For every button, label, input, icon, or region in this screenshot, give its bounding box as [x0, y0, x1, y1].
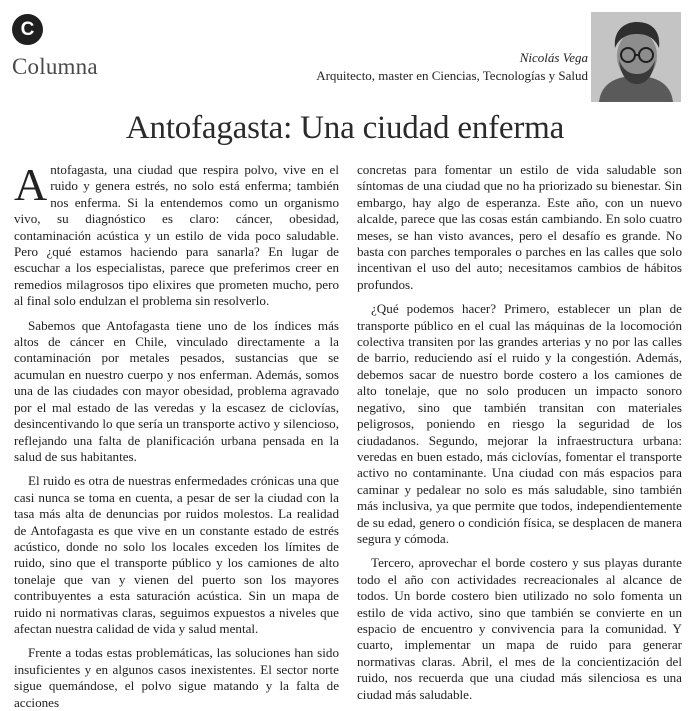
- article-column-left: [14, 159, 339, 710]
- article-column-right: [357, 162, 682, 702]
- author-photo: [591, 12, 681, 102]
- author-name: Nicolás Vega: [519, 50, 588, 65]
- section-label: Columna: [12, 54, 98, 79]
- author-bio: Arquitecto, master en Ciencias, Tecnologías y Salud: [316, 68, 588, 83]
- article-paragraph: ¿Qué podemos hacer? Primero, establecer un plan de transporte público en el cual las máquinas de la locomoción colectiva transiten por las grandes arterias y no por las calles de barrio, reduciendo así el ruido y la congestión. Además, debemos sacar de nuestro borde costero a los camiones de alto tonelaje, que no solo producen un impacto sonoro negativo, sino que también transitan con materiales peligrosos, poniendo en riesgo la seguridad de los ciudadanos. Segundo, mejorar la infraestructura urbana: veredas en buen estado, más ciclovías, fomentar el transporte activo no contaminante. Una ciudad con más espacios para caminar y pedalear no solo es más saludable, sino también más inclusiva, ya que permite que todos, independientemente de su edad, genero o condición física, se desplacen de manera segura y cómoda.: [357, 301, 682, 546]
- article-paragraph: [14, 159, 339, 310]
- article-paragraph: Tercero, aprovechar el borde costero y sus playas durante todo el año con actividades recreacionales al alcance de todos. Un borde costero bien utilizado no solo fomenta un estilo de vida activo, sino que también se convierte en un espacio de encuentro y convivencia para la comunidad. Y cuarto, implementar un mapa de ruido para generar normativas claras. Abril, el mes de la concientización del ruido, nos recuerda que una ciudad más silenciosa es una ciudad más saludable.: [357, 555, 682, 702]
- article-body: [14, 159, 682, 710]
- article-paragraph: El ruido es otra de nuestras enfermedades crónicas una que casi nunca se toma en cuenta, a pesar de ser la ciudad con la tasa más alta de denuncias por ruidos molestos. La realidad de Antofagasta es que vive en un constante estado de estrés acústico, donde no solo los locales exceden los límites de ruido, sino que el transporte público y los camiones de alto tonelaje que van y vienen del puerto son los mayores contribuyentes a esta saturación acústica. Sin un mapa de ruido ni normativas claras, seguimos expuestos a niveles que afectan nuestra calidad de vida y salud mental.: [14, 473, 339, 636]
- article-title: Antofagasta: Una ciudad enferma: [125, 110, 565, 146]
- drop-cap: A: [14, 159, 48, 210]
- article-paragraph: Frente a todas estas problemáticas, las soluciones han sido insuficientes y en algunos casos inexistentes. El sector norte sigue quemándose, el polvo sigue matando y la falta de acciones: [14, 645, 339, 710]
- article-paragraph: concretas para fomentar un estilo de vida saludable son síntomas de una ciudad que no ha priorizado su bienestar. Sin embargo, hay algo de esperanza. Este año, con un nuevo alcalde, parece que las cosas están cambiando. En solo cuatro meses, se han visto avances, pero el desafío es grande. No basta con parches temporales o parches en las calles que solo incentivan el uso del auto; necesitamos cambios de hábitos profundos.: [357, 162, 682, 292]
- author-portrait-image: [591, 12, 681, 102]
- paragraph-text: ntofagasta, una ciudad que respira polvo, vive en el ruido y genera estrés, no solo está enferma; también nos enferma. Si la entendemos como un organismo vivo, su diagnóstico es claro: cáncer, obesidad, contaminación acústica y un estilo de vida poco saludable. Pero ¿qué estamos haciendo para sanarla? En lugar de escuchar a los especialistas, parece que preferimos creer en remedios milagrosos tipo elixires que prometen mucho, pero al final solo endulzan el problema sin resolverlo.: [14, 162, 339, 309]
- article-paragraph: Sabemos que Antofagasta tiene uno de los índices más altos de cáncer en Chile, vinculado directamente a la contaminación por metales pesados, sustancias que se acumulan en nuestro cuerpo y nos enferman. Además, somos una de las ciudades con mayor obesidad, problema agravado por el mal estado de las veredas y la escasez de ciclovías, desincentivando lo que sería un transporte activo y silencioso, reflejando una falta de planificación urbana pensada en la salud de sus habitantes.: [14, 317, 339, 464]
- section-badge: C: [12, 14, 43, 45]
